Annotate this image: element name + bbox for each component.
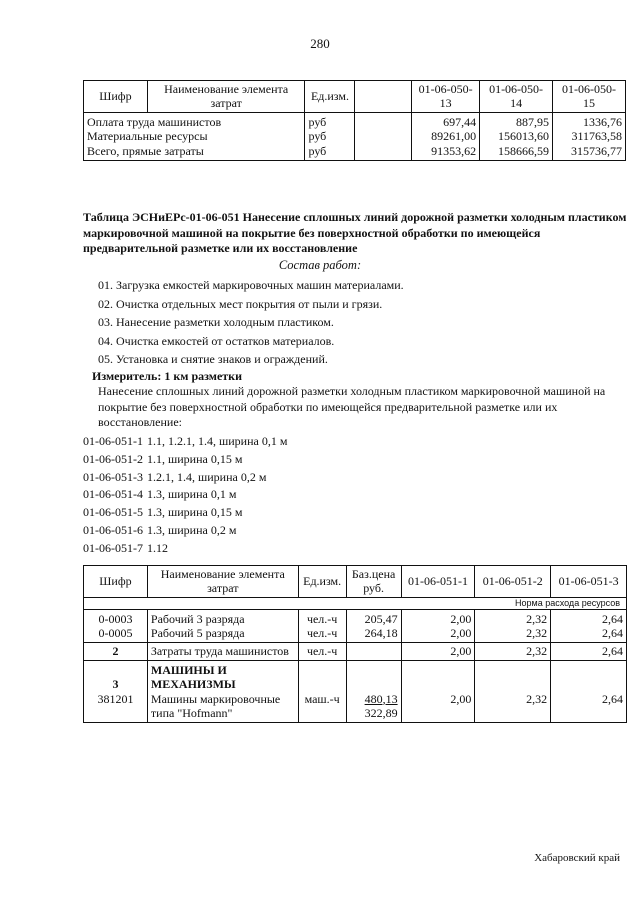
row-value: 2,32 [475, 643, 551, 660]
row-unit: руб [305, 144, 355, 161]
code: 01-06-051-5 [83, 505, 143, 520]
group-header-row [84, 660, 627, 691]
row-unit: руб [305, 112, 355, 129]
table-row [84, 112, 626, 129]
row-name: Всего, прямые затраты [84, 144, 305, 161]
row-value: 1336,76 [553, 112, 626, 129]
row-value: 89261,00 [412, 129, 480, 143]
row-name: Рабочий 3 разряда [147, 609, 298, 626]
code-text: 1.1, ширина 0,15 м [147, 451, 243, 466]
list-item [83, 434, 287, 452]
table-row [84, 692, 627, 723]
header-code: Шифр [84, 566, 148, 598]
table-row [84, 129, 626, 143]
group-name: МАШИНЫ И МЕХАНИЗМЫ [147, 660, 298, 691]
table-row [84, 643, 627, 660]
code-text: 1.1, 1.2.1, 1.4, ширина 0,1 м [147, 434, 288, 448]
row-unit: чел.-ч [298, 643, 346, 660]
row-value: 311763,58 [553, 129, 626, 143]
code-text: 1.3, ширина 0,2 м [147, 522, 237, 537]
group-code: 3 [84, 660, 148, 691]
row-name: Машины маркировочные типа "Hofmann" [147, 692, 298, 723]
measure-unit: Измеритель: 1 км разметки [92, 369, 243, 383]
price-secondary: 322,89 [364, 705, 398, 720]
norm-label: Норма расхода ресурсов [84, 597, 627, 609]
table-header-row [84, 566, 627, 598]
header-051-3: 01-06-051-3 [551, 566, 627, 598]
row-code: 0-0003 [84, 609, 148, 626]
row-value: 2,00 [401, 609, 475, 626]
header-051-2: 01-06-051-2 [475, 566, 551, 598]
row-value: 2,32 [475, 626, 551, 643]
header-name: Наименование элемента затрат [147, 566, 298, 598]
code-list [83, 434, 287, 559]
header-050-14: 01-06-050-14 [480, 81, 553, 113]
row-name: Рабочий 5 разряда [147, 626, 298, 643]
row-value: 156013,60 [480, 129, 553, 143]
code-text: 1.3, ширина 0,15 м [147, 505, 243, 520]
row-value: 2,32 [475, 692, 551, 723]
row-price: 264,18 [346, 626, 401, 643]
code-text: 1.2.1, 1.4, ширина 0,2 м [147, 469, 267, 484]
code: 01-06-051-2 [83, 451, 143, 466]
row-code: 2 [84, 643, 148, 660]
header-unit: Ед.изм. [298, 566, 346, 598]
list-item [83, 505, 287, 523]
row-price [346, 643, 401, 660]
row-price [346, 692, 401, 723]
row-value: 2,00 [401, 643, 475, 660]
row-value: 2,64 [551, 692, 627, 723]
resource-table-051 [83, 565, 627, 723]
cost-table-050 [83, 80, 626, 161]
code-text: 1.12 [147, 540, 168, 555]
header-blank [355, 81, 412, 113]
row-value: 91353,62 [412, 144, 480, 161]
row-name: Материальные ресурсы [84, 129, 305, 143]
row-unit: руб [305, 129, 355, 143]
header-050-13: 01-06-050-13 [412, 81, 480, 113]
description: Нанесение сплошных линий дорожной разметки холодным пластиком маркировочной машиной на покрытие без поверхностной обработки по имеющейся предварительной разметке или их восстановление: [98, 384, 606, 430]
norm-label-row [84, 597, 627, 609]
row-unit: маш.-ч [298, 692, 346, 723]
list-item [83, 523, 287, 541]
code-text: 1.3, ширина 0,1 м [147, 487, 237, 502]
row-value: 315736,77 [553, 144, 626, 161]
list-item: 02. Очистка отдельных мест покрытия от пыли и грязи. [98, 296, 383, 311]
row-value: 2,00 [401, 692, 475, 723]
row-unit: чел.-ч [298, 609, 346, 626]
code: 01-06-051-3 [83, 469, 143, 484]
row-unit: чел.-ч [298, 626, 346, 643]
row-name: Затраты труда машинистов [147, 643, 298, 660]
row-value: 2,32 [475, 609, 551, 626]
footer-region: Хабаровский край [534, 852, 620, 864]
table-caption: Таблица ЭСНиЕРс-01-06-051 Нанесение сплошных линий дорожной разметки холодным пластиком маркировочной машиной на покрытие без поверхностной обработки по имеющейся предварительной разметке или их восстановление [83, 210, 627, 256]
row-value: 2,00 [401, 626, 475, 643]
header-unit: Ед.изм. [305, 81, 355, 113]
list-item: 04. Очистка емкостей от остатков материалов. [98, 333, 335, 348]
row-value: 158666,59 [480, 144, 553, 161]
row-price: 205,47 [346, 609, 401, 626]
list-item [83, 541, 287, 559]
header-name: Наименование элемента затрат [147, 81, 305, 113]
table-row [84, 626, 627, 643]
table-row [84, 609, 627, 626]
row-name: Оплата труда машинистов [84, 112, 305, 129]
table-row [84, 144, 626, 161]
code: 01-06-051-1 [83, 434, 143, 448]
row-value: 887,95 [480, 112, 553, 129]
row-value: 2,64 [551, 609, 627, 626]
list-item: 01. Загрузка емкостей маркировочных машин материалами. [98, 278, 404, 292]
work-list [98, 278, 404, 371]
price-primary: 480,13 [364, 691, 398, 706]
row-value: 2,64 [551, 643, 627, 660]
list-item [83, 487, 287, 505]
code: 01-06-051-4 [83, 487, 143, 502]
page-number: 280 [310, 36, 330, 51]
row-value: 697,44 [412, 112, 480, 129]
row-value: 2,64 [551, 626, 627, 643]
row-code: 0-0005 [84, 626, 148, 643]
list-item [83, 470, 287, 488]
list-item: 05. Установка и снятие знаков и ограждений. [98, 352, 328, 366]
header-base-price: Баз.цена руб. [346, 566, 401, 598]
header-code: Шифр [84, 81, 148, 113]
section-title: Состав работ: [278, 258, 362, 272]
header-050-15: 01-06-050-15 [553, 81, 626, 113]
list-item: 03. Нанесение разметки холодным пластиком. [98, 315, 334, 329]
row-code: 381201 [84, 692, 148, 723]
list-item [83, 452, 287, 470]
code: 01-06-051-7 [83, 540, 143, 555]
header-051-1: 01-06-051-1 [401, 566, 475, 598]
table-header-row [84, 81, 626, 113]
code: 01-06-051-6 [83, 522, 143, 537]
